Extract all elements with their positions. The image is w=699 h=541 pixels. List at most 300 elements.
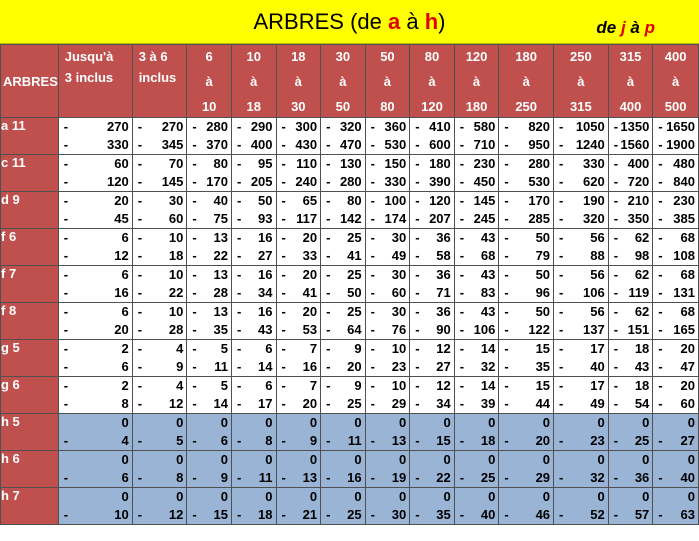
header-range-3 [231,45,276,118]
tolerance-lower-deviation [366,173,410,191]
tolerance-upper-deviation [499,155,553,173]
deviation-value: 530 [528,174,551,189]
tolerance-cell [321,118,366,155]
tolerance-lower-deviation [277,173,321,191]
tolerance-cell [132,192,187,229]
tolerance-lower-deviation [277,432,321,450]
deviation-value: 390 [429,174,451,189]
tolerance-lower-deviation [321,358,365,376]
deviation-value: 4 [176,341,184,356]
minus-sign [556,488,559,506]
tolerance-lower-deviation [554,469,608,487]
tolerance-lower-deviation [410,247,454,265]
deviation-value: 16 [347,470,362,485]
tolerance-lower-deviation [653,506,698,524]
tolerance-lower-deviation [187,210,231,228]
minus-sign: - [504,470,509,485]
deviation-value: 20 [347,359,362,374]
tolerance-upper-deviation [609,340,653,358]
tolerance-lower-deviation [321,321,365,339]
tolerance-lower-deviation [133,506,187,524]
tolerance-upper-deviation [59,414,132,432]
minus-sign: - [192,359,197,374]
tolerance-lower-deviation [554,432,608,450]
deviation-value: 15 [535,378,551,393]
deviation-value: 27 [258,248,273,263]
tolerance-upper-deviation [232,303,276,321]
tolerance-cell [58,414,132,451]
minus-sign: - [658,507,663,522]
tolerance-cell [653,118,699,155]
tolerance-cell [58,155,132,192]
deviation-value: 10 [168,304,184,319]
tolerance-pair [321,488,365,524]
tolerance-upper-deviation [554,155,608,173]
tolerance-cell [132,229,187,266]
deviation-value: 41 [347,248,362,263]
tolerance-pair [410,192,454,228]
tolerance-upper-deviation [653,340,698,358]
tolerance-pair [277,229,321,265]
deviation-value: 29 [391,396,407,411]
deviation-value: 80 [347,193,362,208]
tolerance-upper-deviation [232,340,276,358]
deviation-value: 710 [473,137,496,152]
minus-sign: - [459,304,465,319]
minus-sign: - [559,119,564,134]
minus-sign: - [326,248,331,263]
tolerance-upper-deviation [187,303,231,321]
minus-sign: - [281,507,286,522]
deviation-value: 9 [176,359,184,374]
deviation-value: 50 [347,285,362,300]
tolerance-upper-deviation [232,451,276,469]
deviation-value: 56 [590,267,605,282]
deviation-value: 330 [583,156,605,171]
tolerance-cell [608,155,653,192]
deviation-value: 0 [265,489,273,504]
tolerance-lower-deviation [277,210,321,228]
minus-sign: - [63,137,69,152]
tolerance-pair [187,229,231,265]
tolerance-cell [653,488,699,525]
tolerance-upper-deviation [609,377,653,395]
deviation-value: 7 [309,378,318,393]
tolerance-pair [455,414,499,450]
tolerance-cell [499,414,554,451]
tolerance-lower-deviation [455,395,499,413]
minus-sign: - [459,322,465,337]
minus-sign: - [504,174,509,189]
minus-sign: - [326,470,331,485]
tolerance-upper-deviation [277,155,321,173]
header-range-stack [187,45,231,117]
deviation-value: 6 [265,341,273,356]
deviation-value: 1350 [620,119,650,134]
deviation-value: 180 [429,156,451,171]
tolerance-pair [609,118,653,154]
minus-sign: - [504,507,509,522]
tolerance-upper-deviation [59,155,132,173]
tolerance-upper-deviation [232,488,276,506]
tolerance-upper-deviation [410,155,454,173]
header-range-bottom: 500 [664,99,687,114]
deviation-value: 49 [391,248,407,263]
header-text-line: Jusqu'à [64,49,114,64]
deviation-value: 400 [250,137,273,152]
minus-sign: - [613,174,619,189]
deviation-value: 345 [161,137,184,152]
deviation-value: 120 [106,174,129,189]
minus-sign: - [137,230,143,245]
tolerance-pair [653,340,698,376]
tolerance-pair [554,340,608,376]
tolerance-lower-deviation [499,395,553,413]
tolerance-cell [132,377,187,414]
tolerance-pair [366,155,410,191]
deviation-value: 170 [206,174,228,189]
tolerance-pair [609,155,653,191]
minus-sign: - [192,341,197,356]
deviation-value: 12 [168,396,184,411]
deviation-value: 840 [673,174,695,189]
deviation-value: 95 [258,156,273,171]
tolerance-cell [231,414,276,451]
tolerance-upper-deviation [366,303,410,321]
tolerance-lower-deviation [455,173,499,191]
header-range-5 [321,45,366,118]
deviation-value: 1650 [666,119,695,134]
minus-sign [457,451,460,469]
minus-sign: - [504,322,509,337]
tolerance-cell [231,340,276,377]
tolerance-pair [321,414,365,450]
tolerance-cell [231,266,276,303]
minus-sign: - [236,211,242,226]
minus-sign: - [236,119,242,134]
deviation-value: 6 [121,470,129,485]
deviation-value: 0 [542,415,551,430]
tolerance-upper-deviation [455,377,499,395]
deviation-value: 13 [213,304,228,319]
deviation-value: 60 [168,211,184,226]
minus-sign: - [370,174,375,189]
deviation-value: 0 [687,452,695,467]
minus-sign: - [370,137,375,152]
header-range-11 [608,45,653,118]
deviation-value: 207 [429,211,451,226]
minus-sign: - [613,378,619,393]
tolerance-pair [59,377,132,413]
minus-sign [611,414,614,432]
tolerance-lower-deviation [133,469,187,487]
tolerance-upper-deviation [554,414,608,432]
minus-sign: - [192,267,197,282]
minus-sign: - [613,322,619,337]
deviation-value: 300 [295,119,318,134]
tolerance-cell [58,266,132,303]
header-range-6 [365,45,410,118]
minus-sign: - [658,119,663,134]
minus-sign: - [559,156,564,171]
deviation-value: 32 [590,470,605,485]
tolerance-cell [454,155,499,192]
tolerance-upper-deviation [653,377,698,395]
minus-sign [412,414,415,432]
tolerance-pair [410,340,454,376]
tolerance-lower-deviation [366,358,410,376]
minus-sign: - [613,137,619,152]
minus-sign: - [63,322,69,337]
deviation-value: 16 [302,359,318,374]
tolerance-cell [454,451,499,488]
deviation-value: 130 [339,156,362,171]
header-range-top: 315 [619,49,642,64]
minus-sign [234,414,237,432]
tolerance-upper-deviation [499,229,553,247]
tolerance-upper-deviation [455,488,499,506]
deviation-value: 29 [535,470,551,485]
minus-sign: - [236,470,242,485]
deviation-value: 14 [480,378,496,393]
deviation-value: 71 [436,285,451,300]
deviation-value: 12 [168,507,184,522]
minus-sign: - [192,378,197,393]
tolerance-cell [608,118,653,155]
minus-sign: - [459,396,465,411]
tolerance-lower-deviation [321,432,365,450]
minus-sign: - [459,359,465,374]
tolerance-pair [366,266,410,302]
tolerance-upper-deviation [187,118,231,136]
tolerance-cell [454,118,499,155]
tolerance-upper-deviation [133,451,187,469]
tolerance-cell [410,229,455,266]
tolerance-cell [554,266,609,303]
minus-sign: - [613,359,619,374]
deviation-value: 33 [302,248,318,263]
tolerance-upper-deviation [277,229,321,247]
deviation-value: 25 [347,304,362,319]
minus-sign: - [236,341,242,356]
tolerance-cell [608,377,653,414]
deviation-value: 137 [583,322,605,337]
minus-sign: - [559,507,564,522]
minus-sign [611,488,614,506]
row-label: a 11 [1,118,59,155]
deviation-value: 40 [680,470,695,485]
header-range-10 [554,45,609,118]
deviation-value: 142 [339,211,362,226]
tolerance-pair [410,303,454,339]
tolerance-lower-deviation [187,321,231,339]
minus-sign: - [658,359,663,374]
tolerance-lower-deviation [187,247,231,265]
minus-sign: - [613,433,619,448]
deviation-value: 119 [628,285,650,300]
tolerance-pair [232,155,276,191]
tolerance-cell [554,340,609,377]
tolerance-upper-deviation [653,303,698,321]
tolerance-pair [499,229,553,265]
tolerance-upper-deviation [59,451,132,469]
minus-sign: - [459,193,465,208]
minus-sign: - [415,119,420,134]
tolerance-pair [554,377,608,413]
tolerance-upper-deviation [277,488,321,506]
tolerance-pair [609,340,653,376]
deviation-value: 35 [213,322,228,337]
tolerance-cell [454,340,499,377]
minus-sign: - [613,156,619,171]
tolerance-cell [187,340,232,377]
deviation-value: 96 [535,285,551,300]
tolerance-cell [653,414,699,451]
header-range-bottom: 50 [335,99,351,114]
deviation-value: 950 [528,137,551,152]
minus-sign: - [326,156,331,171]
tolerance-pair [410,118,454,154]
tolerance-lower-deviation [609,469,653,487]
deviation-value: 1050 [575,119,605,134]
deviation-value: 14 [480,341,496,356]
tolerance-lower-deviation [321,210,365,228]
minus-sign: - [63,156,69,171]
tolerance-lower-deviation [653,395,698,413]
deviation-value: 0 [176,415,184,430]
minus-sign: - [658,433,663,448]
deviation-value: 50 [535,230,551,245]
tolerance-upper-deviation [554,340,608,358]
tolerance-lower-deviation [609,136,653,154]
header-range-top: 10 [246,49,261,64]
tolerance-lower-deviation [59,358,132,376]
deviation-value: 245 [473,211,496,226]
minus-sign: - [192,507,197,522]
deviation-value: 0 [309,452,318,467]
deviation-value: 47 [680,359,695,374]
tolerance-cell [608,340,653,377]
deviation-value: 50 [535,267,551,282]
tolerance-upper-deviation [499,377,553,395]
tolerance-cell [653,266,699,303]
tolerance-cell [365,340,410,377]
tolerance-lower-deviation [59,432,132,450]
minus-sign: - [137,248,143,263]
tolerance-lower-deviation [187,358,231,376]
tolerance-upper-deviation [277,340,321,358]
tolerance-upper-deviation [653,155,698,173]
tolerance-cell [653,192,699,229]
deviation-value: 0 [642,452,650,467]
tolerance-cell [554,118,609,155]
tolerance-cell [608,192,653,229]
tolerance-lower-deviation [653,358,698,376]
deviation-value: 0 [443,452,451,467]
tolerance-upper-deviation [554,303,608,321]
header-range-top: 80 [424,49,440,64]
minus-sign: - [236,137,242,152]
deviation-value: 0 [176,452,184,467]
deviation-value: 0 [687,415,695,430]
tolerance-pair [499,192,553,228]
minus-sign: - [236,248,242,263]
tolerance-pair [455,155,499,191]
deviation-value: 410 [429,119,451,134]
minus-sign: - [415,230,420,245]
deviation-value: 25 [347,267,362,282]
tolerance-lower-deviation [554,173,608,191]
deviation-value: 0 [121,489,129,504]
tolerance-cell [499,229,554,266]
minus-sign: - [559,211,564,226]
tolerance-cell [365,377,410,414]
minus-sign: - [504,119,509,134]
tolerance-cell [365,155,410,192]
deviation-value: 5 [220,341,228,356]
deviation-value: 75 [213,211,228,226]
table-row [1,414,699,451]
tolerance-lower-deviation [277,136,321,154]
deviation-value: 30 [391,304,407,319]
tolerance-lower-deviation [653,173,698,191]
tolerance-lower-deviation [554,136,608,154]
tolerance-upper-deviation [277,451,321,469]
minus-sign: - [370,433,375,448]
deviation-value: 20 [302,230,318,245]
tolerance-upper-deviation [133,155,187,173]
tolerance-cell [321,451,366,488]
deviation-value: 30 [168,193,184,208]
header-text-line: inclus [138,70,177,85]
minus-sign: - [236,230,242,245]
header-range-mid: à [522,74,530,89]
deviation-value: 5 [176,433,184,448]
deviation-value: 20 [302,396,318,411]
tolerance-pair [653,488,698,524]
minus-sign [323,488,326,506]
header-range-bottom: 18 [246,99,261,114]
tolerance-lower-deviation [232,136,276,154]
minus-sign: - [63,378,69,393]
tolerance-lower-deviation [232,358,276,376]
minus-sign: - [326,285,331,300]
tolerance-cell [554,377,609,414]
minus-sign: - [63,193,69,208]
tolerance-lower-deviation [455,210,499,228]
deviation-value: 620 [583,174,605,189]
deviation-value: 350 [627,211,650,226]
minus-sign: - [370,193,375,208]
tolerance-pair [59,488,132,524]
header-range-stack [232,45,276,117]
minus-sign: - [281,211,286,226]
deviation-value: 60 [114,156,129,171]
deviation-value: 22 [168,285,184,300]
deviation-value: 360 [384,119,407,134]
header-corner [1,45,59,118]
deviation-value: 5 [220,378,228,393]
deviation-value: 280 [528,156,551,171]
deviation-value: 56 [590,230,605,245]
table-row [1,229,699,266]
tolerance-upper-deviation [277,303,321,321]
deviation-value: 190 [583,193,605,208]
deviation-value: 106 [473,322,496,337]
tolerance-lower-deviation [277,506,321,524]
deviation-value: 30 [391,230,407,245]
minus-sign: - [415,211,420,226]
